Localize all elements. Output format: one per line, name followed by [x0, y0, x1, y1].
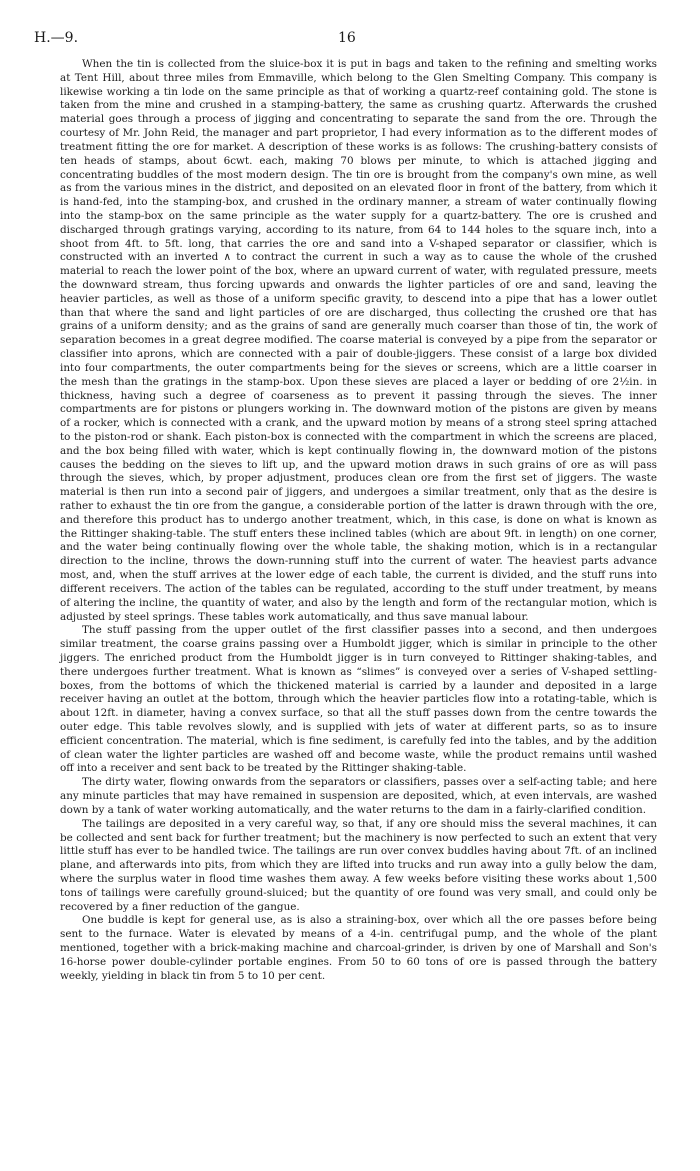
- document-reference: H.—9.: [34, 30, 79, 46]
- paragraph-tin-smelting-works: When the tin is collected from the sluice-box it is put in bags and taken to the refining and smelting works at Tent Hill, about three miles from Emmaville, which belong to the Glen Smelting Company. This company is likewise working a tin lode on the same principle as that of working a quartz-reef containing gold. The stone is taken from the mine and crushed in a stamping-battery, the same as crushing quartz. Afterwards the crushed material goes through a process of jigging and concentrating to separate the sand from the ore. Through the courtesy of Mr. John Reid, the manager and part proprietor, I had every information as to the different modes of treatment fitting the ore for market. A description of these works is as follows: The crushing-battery consists of ten heads of stamps, about 6cwt. each, making 70 blows per minute, to which is attached jigging and concentrating buddles of the most modern design. The tin ore is brought from the company's own mine, as well as from the various mines in the district, and deposited on an elevated floor in front of the battery, from which it is hand-fed, into the stamping-box, and crushed in the ordinary manner, a stream of water continually flowing into the stamp-box on the same principle as the water supply for a quartz-battery. The ore is crushed and discharged through gratings varying, according to its nature, from 64 to 144 holes to the square inch, into a shoot from 4ft. to 5ft. long, that carries the ore and sand into a V-shaped separator or classifier, which is constructed with an inverted ∧ to contract the current in such a way as to cause the whole of the crushed material to reach the lower point of the box, where an upward current of water, with regulated pressure, meets the downward stream, thus forcing upwards and onwards the lighter particles of ore and sand, leaving the heavier particles, as well as those of a uniform specific gravity, to descend into a pipe that has a lower outlet than that where the sand and light particles of ore are discharged, thus collecting the crushed ore that has grains of a uniform density; and as the grains of sand are generally much coarser than those of tin, the work of separation becomes in a great degree modified. The coarse material is conveyed by a pipe from the separator or classifier into aprons, which are connected with a pair of double-jiggers. These consist of a large box divided into four compartments, the outer compartments being for the sieves or screens, which are a little coarser in the mesh than the gratings in the stamp-box. Upon these sieves are placed a layer or bedding of ore 2½in. in thickness, having such a degree of coarseness as to prevent it passing through the sieves. The inner compartments are for pistons or plungers working in. The downward motion of the pistons are given by means of a rocker, which is connected with a crank, and the upward motion by means of a strong steel spring attached to the piston-rod or shank. Each piston-box is connected with the compartment in which the screens are placed, and the box being filled with water, which is kept continually flowing in, the downward motion of the pistons causes the bedding on the sieves to lift up, and the upward motion draws in such grains of ore as will pass through the sieves, which, by proper adjustment, produces clean ore from the first set of jiggers. The waste material is then run into a second pair of jiggers, and undergoes a similar treatment, only that as the desire is rather to exhaust the tin ore from the gangue, a considerable portion of the latter is drawn through with the ore, and therefore this product has to undergo another treatment, which, in this case, is done on what is known as the Rittinger shaking-table. The stuff enters these inclined tables (which are about 9ft. in length) on one corner, and the water being continually flowing over the whole table, the shaking motion, which is in a rectangular direction to the incline, throws the down-running stuff into the current of water. The heaviest parts advance most, and, when the stuff arrives at the lower edge of each table, the current is divided, and the stuff runs into different receivers. The action of the tables can be regulated, according to the stuff under treatment, by means of altering the incline, the quantity of water, and also by the length and form of the rectangular motion, which is adjusted by steel springs. These tables work automatically, and thus save manual labour.: [60, 58, 657, 623]
- paragraph-tailings: The tailings are deposited in a very careful way, so that, if any ore should miss the several machines, it can be collected and sent back for further treatment; but the machinery is now perfected to such an extent that very little stuff has ever to be handled twice. The tailings are run over convex buddles having about 7ft. of an inclined plane, and afterwards into pits, from which they are lifted into trucks and run away into a gully below the dam, where the surplus water in flood time washes them away. A few weeks before visiting these works about 1,500 tons of tailings were carefully ground-sluiced; but the quantity of ore found was very small, and could only be recovered by a finer reduction of the gangue.: [60, 817, 657, 913]
- paragraph-humboldt-jigger: The stuff passing from the upper outlet of the first classifier passes into a second, and then undergoes similar treatment, the coarse grains passing over a Humboldt jigger, which is similar in principle to the other jiggers. The enriched product from the Humboldt jigger is in turn conveyed to Rittinger shaking-tables, and there undergoes further treatment. What is known as “slimes” is conveyed over a series of V-shaped settling-boxes, from the bottoms of which the thickened material is carried by a launder and deposited in a large receiver having an outlet at the bottom, through which the heavier particles flow into a rotating-table, which is about 12ft. in diameter, having a convex surface, so that all the stuff passes down from the centre towards the outer edge. This table revolves slowly, and is supplied with jets of water at different parts, so as to insure efficient concentration. The material, which is fine sediment, is carefully fed into the tables, and by the addition of clean water the lighter particles are washed off and become waste, while the product remains until washed off into a receiver and sent back to be treated by the Rittinger shaking-table.: [60, 624, 657, 775]
- page-number: 16: [338, 30, 356, 46]
- paragraph-buddle-and-plant: One buddle is kept for general use, as is also a straining-box, over which all the ore passes before being sent to the furnace. Water is elevated by means of a 4-in. centrifugal pump, and the whole of the plant mentioned, together with a brick-making machine and charcoal-grinder, is driven by one of Marshall and Son's 16-horse power double-cylinder portable engines. From 50 to 60 tons of ore is passed through the battery weekly, yielding in black tin from 5 to 10 per cent.: [60, 914, 657, 982]
- body-text: [60, 58, 657, 983]
- paragraph-dirty-water: The dirty water, flowing onwards from the separators or classifiers, passes over a self-acting table; and here any minute particles that may have remained in suspension are deposited, which, at even intervals, are washed down by a tank of water working automatically, and the water returns to the dam in a fairly-clarified condition.: [60, 776, 657, 816]
